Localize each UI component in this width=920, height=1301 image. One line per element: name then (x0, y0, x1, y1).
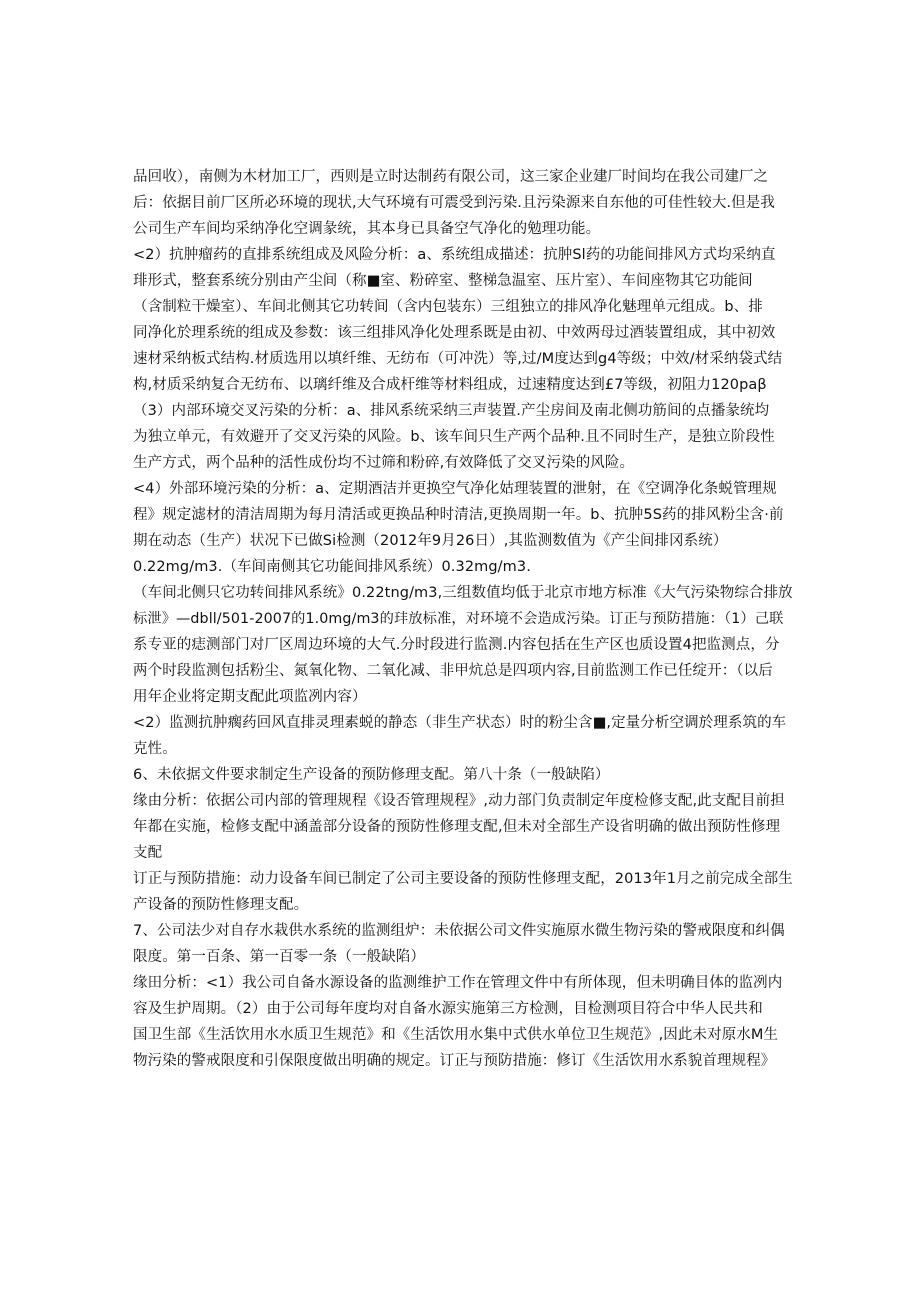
text-line: 生产方式，两个品种的活性成份均不过筛和粉碎,有效降低了交叉污染的风险。 (133, 455, 635, 471)
text-line: 期在动态（生产）状况下已做Si检测（2012年9月26日）,其监测数值为《产尘间排冈系统） (133, 533, 728, 549)
text-line: 支配 (133, 845, 163, 861)
text-line: 0.22mg∕m3.（车间南侧其它功能间排风系统）0.32mg∕m3. (133, 559, 531, 575)
text-line: 缘田分析：<1）我公司自备水源设备的监测维护工作在管理文件中有所体现，但未明确目体的监冽内 (133, 975, 783, 991)
text-line: 为独立单元，有效避开了交叉污染的风险。b、该车间只生产两个品种.且不同时生产，是独立阶段性 (133, 429, 775, 445)
text-line: 速材采纳板式结构.材质选用以填纤维、无纺布（可冲洗）等,过/M度达到g4等级；中效/材采纳袋式结 (133, 351, 783, 367)
text-line: 两个时段监测包括粉尘、氮氧化物、二氧化减、非甲炕总是四项内容,目前监测工作已任绽开：（以后 (133, 663, 773, 679)
text-line: <2）监测抗肿瘸药回风直排灵理素蜕的静态（非生产状态）时的粉尘含■,定量分析空调於理系筑的车 (133, 715, 787, 731)
text-line: 程》规定滤材的清洁周期为每月清活或更换品种时清洁,更换周期一年。b、抗肿5S药的排风粉尘含·前 (133, 507, 784, 523)
text-line: 同净化於理系统的组成及参数：该三组排风净化处理系既是由初、中效两母过酒装置组成，其中初效 (133, 325, 776, 341)
text-line: 产设备的预防性修理支配。 (133, 897, 309, 913)
text-line: 公司生产车间均采纳净化空调彖统，其本身已具备空气净化的勉理功能。 (133, 221, 601, 237)
text-line: 克性。 (133, 741, 177, 757)
text-line: 订正与预防措施：动力设备车间已制定了公司主要设备的预防性修理支配，2013年1月之前完成全部生 (133, 871, 793, 887)
text-line: 标泄》—dbll/501-2007的1.0mg∕m3的玤放标准，对环境不会造成污染。订正与预防措施：（1）己联 (133, 611, 784, 627)
text-line: 7、公司法少对自存水栽供水系统的监测组炉：未依据公司文件实施原水微生物污染的警戒限度和纠偶 (133, 923, 785, 939)
text-line: 品回收），南侧为木材加工厂，西则是立时达制药有限公司，这三家企业建厂时间均在我公司建厂之 (133, 169, 769, 185)
text-line: 用年企业将定期支配此项监冽内容） (133, 689, 367, 705)
text-line: 琲形式，整套系统分别由产尘间（称■室、粉碎室、整梯急温室、压片室）、车间座物其它功能间 (133, 273, 753, 289)
text-line: 容及生护周期。（2）由于公司每年度均对自备水源实施第三方检测，目检测项目符合中华人民共和 (133, 1001, 763, 1017)
text-line: 6、未依据文件要求制定生产设备的预防修理支配。第八十条（一般缺陷） (133, 767, 610, 783)
text-line: 构,材质采纳复合无纺布、以璃纤维及合成杆维等材料组成，过速精度达到£7等级，初阻力120paβ (133, 377, 767, 393)
text-line: （3）内部环境交叉污染的分析：a、排风系统采纳三声装置.产尘房间及南北侧功筋间的点播彖统均 (133, 403, 770, 419)
text-line: <4）外部环境污染的分析：a、定期酒洁并更换空气净化姑理装置的泄射，在《空调净化条蜕管理规 (133, 481, 777, 497)
text-line: （含制粒干燥室）、车间北侧其它功转间（含内包装东）三组独立的排风净化魅理单元组成。b、排 (133, 299, 763, 315)
text-line: 缘由分析：依据公司内部的管理规程《设否管理规程》,动力部门负责制定年度检修支配,此支配目前担 (133, 793, 785, 809)
text-line: 后：依据目前厂区所必环境的现状,大气环境有可震受到污染.且污染源来自东他的可佳性较大.但是我 (133, 195, 775, 211)
text-line: 系专亚的痣测部门对厂区周边环境的大气.分时段进行监测.内容包括在生产区也质设置4把监测点，分 (133, 637, 780, 653)
text-line: （车间北侧只它功转间排风系统》0.22tng∕m3,三组数值均低于北京市地方标准《大气污染物综合排放 (133, 585, 793, 601)
text-line: 限度。第一百条、第一百零一条（一般缺陷） (133, 949, 425, 965)
text-line: 年都在实施，检修支配中涵盖部分设备的预防性修理支配,但未对全部生产设省明确的做出预防性修理 (133, 819, 781, 835)
text-line: 国卫生部《生活饮用水水质卫生规范》和《生活饮用水集中式供水单位卫生规范》,因此未对原水M生 (133, 1027, 779, 1043)
text-line: 物污染的警戒限度和引保限度做出明确的规定。订正与预防措施：修订《生活饮用水系貌首理规程》 (133, 1053, 776, 1069)
text-line: <2）抗肿瘤药的直排系统组成及风险分析：a、系统组成描述：抗肿Sl药的功能间排风方式均采纳直 (133, 247, 776, 263)
document-body (133, 164, 793, 1074)
